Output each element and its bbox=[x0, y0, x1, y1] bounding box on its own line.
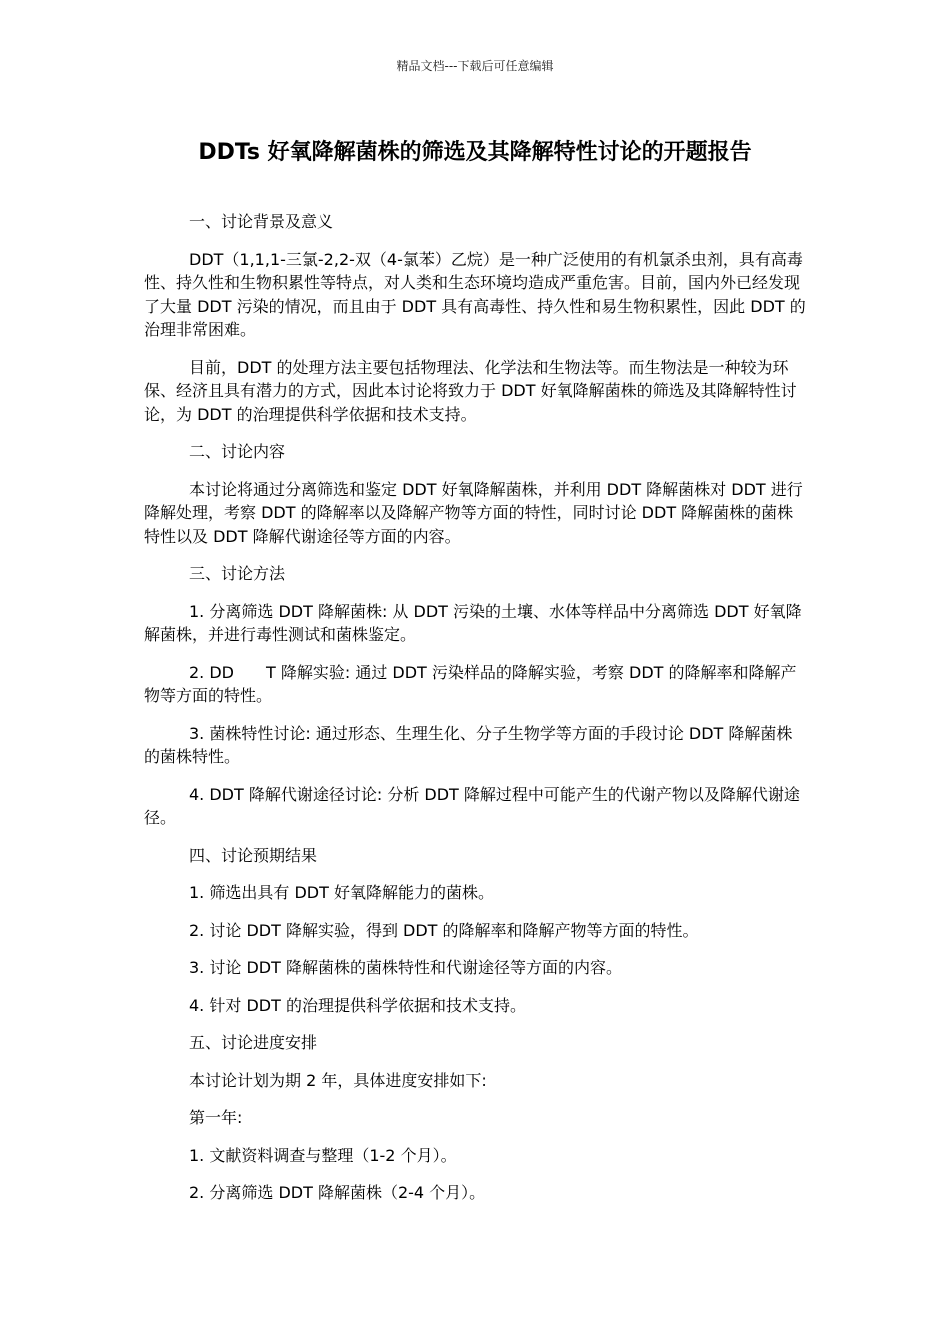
schedule-intro: 本讨论计划为期 2 年，具体进度安排如下: bbox=[189, 1070, 487, 1090]
result-item-3: 3. 讨论 DDT 降解菌株的菌株特性和代谢途径等方面的内容。 bbox=[189, 958, 622, 977]
result-item-2: 2. 讨论 DDT 降解实验，得到 DDT 的降解率和降解产物等方面的特性。 bbox=[189, 920, 699, 940]
section-heading-background: 一、讨论背景及意义 bbox=[189, 212, 334, 231]
document-body bbox=[144, 210, 806, 1219]
method-item-3: 3. 菌株特性讨论: 通过形态、生理生化、分子生物学等方面的手段讨论 DDT 降解菌株的菌株特性。 bbox=[144, 723, 793, 766]
paragraph-treatment-methods: 目前，DDT 的处理方法主要包括物理法、化学法和生物法等。而生物法是一种较为环保、经济且具有潜力的方式，因此本讨论将致力于 DDT 好氧降解菌株的筛选及其降解特性讨论，为 DDT 的治理提供科学依据和技术支持。 bbox=[144, 357, 797, 424]
method-item-2: 2. DD T 降解实验: 通过 DDT 污染样品的降解实验，考察 DDT 的降解率和降解产物等方面的特性。 bbox=[144, 662, 797, 705]
method-item-1: 1. 分离筛选 DDT 降解菌株: 从 DDT 污染的土壤、水体等样品中分离筛选 DDT 好氧降解菌株，并进行毒性测试和菌株鉴定。 bbox=[144, 601, 802, 644]
section-heading-expected-results: 四、讨论预期结果 bbox=[189, 845, 318, 865]
section-heading-methods: 三、讨论方法 bbox=[189, 564, 286, 583]
header-note: 精品文档---下载后可任意编辑 bbox=[396, 59, 554, 73]
schedule-item-1: 1. 文献资料调查与整理（1-2 个月）。 bbox=[189, 1145, 457, 1165]
result-item-1: 1. 筛选出具有 DDT 好氧降解能力的菌株。 bbox=[189, 883, 494, 902]
schedule-item-2: 2. 分离筛选 DDT 降解菌株（2-4 个月）。 bbox=[189, 1183, 486, 1202]
document-title: DDTs 好氧降解菌株的筛选及其降解特性讨论的开题报告 bbox=[198, 140, 752, 165]
paragraph-research-content: 本讨论将通过分离筛选和鉴定 DDT 好氧降解菌株，并利用 DDT 降解菌株对 DDT 进行降解处理，考察 DDT 的降解率以及降解产物等方面的特性，同时讨论 DDT 降解菌株的菌株特性以及 DDT 降解代谢途径等方面的内容。 bbox=[144, 479, 803, 546]
method-item-4: 4. DDT 降解代谢途径讨论: 分析 DDT 降解过程中可能产生的代谢产物以及降解代谢途径。 bbox=[144, 784, 800, 827]
section-heading-schedule: 五、讨论进度安排 bbox=[189, 1033, 318, 1052]
schedule-year-one: 第一年: bbox=[189, 1108, 243, 1127]
paragraph-ddt-intro: DDT（1,1,1-三氯-2,2-双（4-氯苯）乙烷）是一种广泛使用的有机氯杀虫剂，具有高毒性、持久性和生物积累性等特点，对人类和生态环境均造成严重危害。目前，国内外已经发现了大量 DDT 污染的情况，而且由于 DDT 具有高毒性、持久性和易生物积累性，因此 DDT 的治理非常困难。 bbox=[144, 249, 806, 339]
section-heading-content: 二、讨论内容 bbox=[189, 442, 286, 461]
result-item-4: 4. 针对 DDT 的治理提供科学依据和技术支持。 bbox=[189, 995, 526, 1015]
